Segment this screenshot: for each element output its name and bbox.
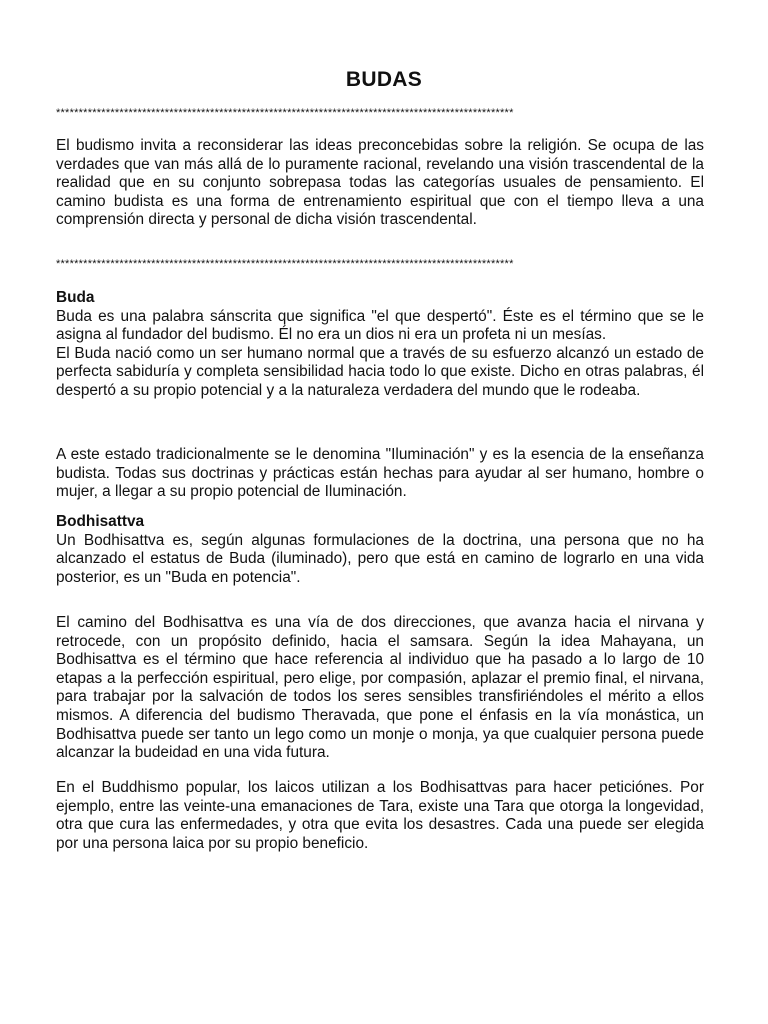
buda-paragraph-2: A este estado tradicionalmente se le denomina "Iluminación" y es la esencia de la enseñanza budista. Todas sus doctrinas y prácticas están hechas para ayudar al ser humano, hombre o mujer, a llegar a su propio potencial de Iluminación.	[56, 446, 704, 501]
buda-definition: Buda es una palabra sánscrita que significa "el que despertó". Éste es el término que se le asigna al fundador del budismo. Él no era un dios ni era un profeta ni un mesías.	[56, 307, 704, 344]
buda-paragraph-1: El Buda nació como un ser humano normal que a través de su esfuerzo alcanzó un estado de perfecta sabiduría y completa sensibilidad hacia todo lo que existe. Dicho en otras palabras, él despertó a su propio potencial y a la naturaleza verdadera del mundo que le rodeaba.	[56, 344, 704, 399]
document-title: BUDAS	[345, 68, 423, 91]
bodhisattva-paragraph-3-block	[56, 779, 704, 853]
bodhisattva-paragraph-3: En el Buddhismo popular, los laicos utilizan a los Bodhisattvas para hacer peticiónes. Por ejemplo, entre las veinte-una emanaciones de Tara, existe una Tara que otorga la longevidad, otra que cura las enfermedades, y otra que evita los desastres. Cada una puede ser elegida por una persona laica por su propio beneficio.	[56, 779, 704, 852]
separator-bottom: *****************************************************************************************************	[56, 258, 514, 270]
section-heading-buda: Buda	[56, 289, 95, 306]
section-bodhisattva	[56, 513, 704, 587]
bodhisattva-paragraph-2-block	[56, 614, 704, 763]
intro-paragraph	[56, 137, 704, 230]
section-heading-bodhisattva: Bodhisattva	[56, 513, 145, 530]
bodhisattva-paragraph-2: El camino del Bodhisattva es una vía de dos direcciones, que avanza hacia el nirvana y retrocede, con un propósito definido, hacia el samsara. Según la idea Mahayana, un Bodhisattva es el término que hace referencia al individuo que ha pasado a lo largo de 10 etapas a la perfección espiritual, pero elige, por compasión, aplazar el premio final, el nirvana, para trabajar por la salvación de todos los seres sensibles transfiriéndoles el mérito a ellos mismos. A diferencia del budismo Theravada, que pone el énfasis en la vía monástica, un Bodhisattva puede ser tanto un lego como un monje o monja, ya que cualquier persona puede alcanzar la budeidad en una vida futura.	[56, 614, 704, 762]
bodhisattva-paragraph-1: Un Bodhisattva es, según algunas formulaciones de la doctrina, una persona que no ha alcanzado el estatus de Buda (iluminado), pero que está en camino de lograrlo en una vida posterior, es un "Buda en potencia".	[56, 531, 704, 586]
buda-paragraph-2-block	[56, 446, 704, 502]
intro-text: El budismo invita a reconsiderar las ideas preconcebidas sobre la religión. Se ocupa de las verdades que van más allá de lo puramente racional, revelando una visión trascendental de la realidad que en su conjunto sobrepasa todas las categorías usuales de pensamiento. El camino budista es una forma de entrenamiento espiritual que con el tiempo lleva a una comprensión directa y personal de dicha visión trascendental.	[56, 137, 704, 229]
separator-top: *****************************************************************************************************	[56, 107, 514, 119]
section-buda	[56, 289, 704, 401]
